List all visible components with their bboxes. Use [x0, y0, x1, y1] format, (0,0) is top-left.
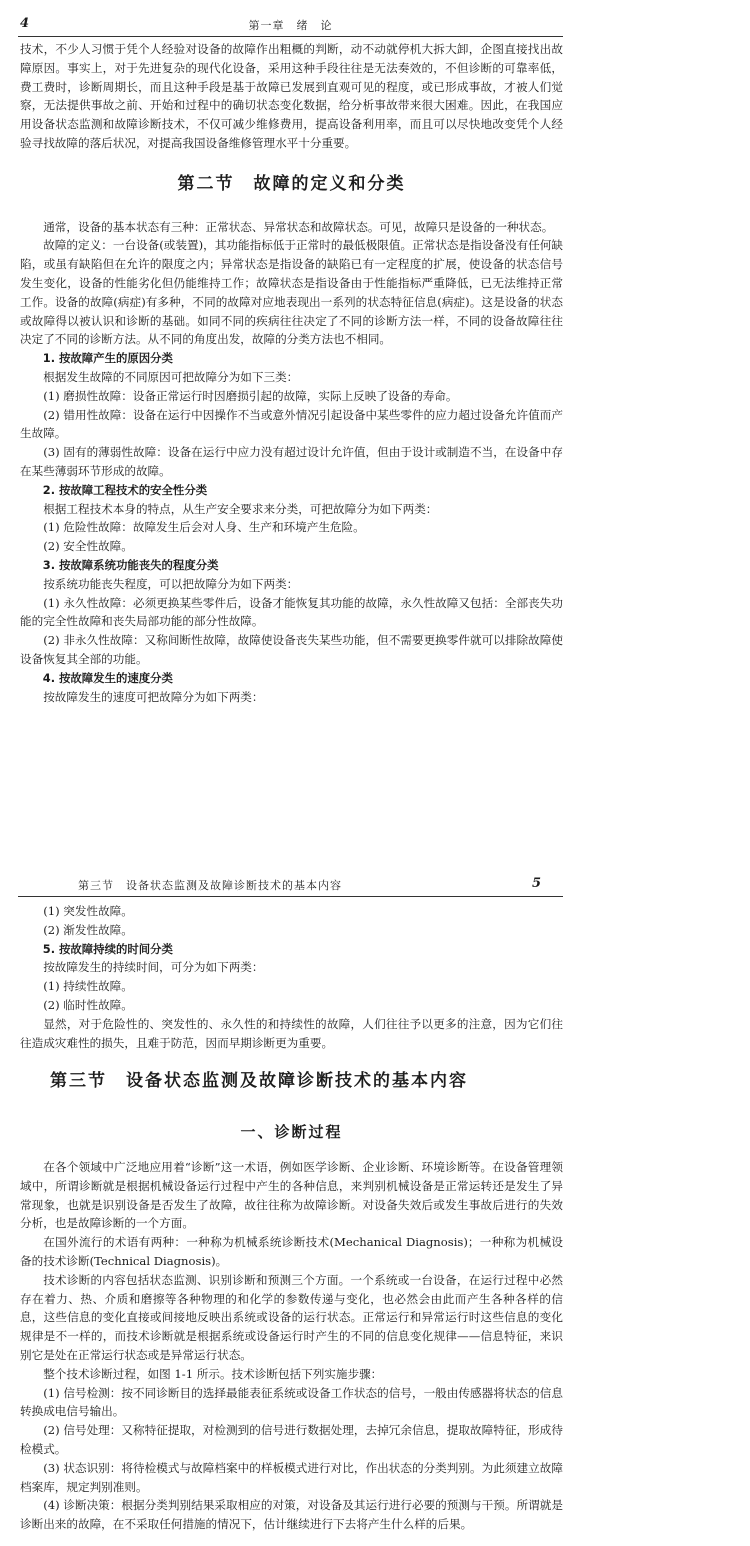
list-item: (2) 非永久性故障：又称间断性故障，故障使设备丧失某些功能，但不需要更换零件就可以排除故障使设备恢复其全部的功能。	[20, 633, 563, 666]
list-item: (2) 临时性故障。	[43, 997, 133, 1012]
subheading: 1. 按故障产生的原因分类	[42, 351, 173, 366]
subsection-title: 一、诊断过程	[240, 1123, 343, 1142]
intro-paragraph: 技术，不少人习惯于凭个人经验对设备的故障作出粗概的判断，动不动就停机大拆大卸，企图直接找出故障原因。事实上，对于先进复杂的现代化设备，采用这种手段往往是无法奏效的，不但诊断的可靠率低，费工费时，诊断周期长，而且这种手段是基于故障已发展到直观可见的程度，或已形成事故，才被人们觉察，无法提供事故之前、开始和过程中的确切状态变化数据，给分析事故带来很大困难。因此，在我国应用设备状态监测和故障诊断技术，不仅可减少维修费用，提高设备利用率，而且可以尽快地改变凭个人经验寻找故障的落后状况，对提高我国设备维修管理水平十分重要。	[20, 42, 563, 150]
paragraph: 通常，设备的基本状态有三种：正常状态、异常状态和故障状态。可见，故障只是设备的一种状态。	[43, 219, 554, 234]
section-title: 第二节 故障的定义和分类	[177, 173, 406, 194]
chapter-title: 第一章 绪 论	[248, 19, 333, 32]
paragraph: 在国外流行的术语有两种：一种称为机械系统诊断技术(Mechanical Diagnosis)；一种称为机械设备的技术诊断(Technical Diagnosis)。	[20, 1235, 563, 1268]
list-intro: 根据发生故障的不同原因可把故障分为如下三类：	[43, 369, 299, 384]
list-item: (2) 错用性故障：设备在运行中因操作不当或意外情况引起设备中某些零件的应力超过设备允许值而产生故障。	[20, 407, 563, 441]
page-number: 5	[531, 876, 541, 891]
list-item: (1) 永久性故障：必须更换某些零件后，设备才能恢复其功能的故障，永久性故障又包括：全部丧失功能的完全性故障和丧失局部功能的部分性故障。	[20, 595, 563, 629]
list-intro: 按系统功能丧失程度，可以把故障分为如下两类：	[43, 576, 299, 591]
paragraph: 整个技术诊断过程，如图 1-1 所示。技术诊断包括下列实施步骤：	[43, 1366, 383, 1381]
paragraph: 在各个领域中广泛地应用着“诊断”这一术语，例如医学诊断、企业诊断、环境诊断等。在设备管理领域中，所谓诊断就是根据机械设备运行过程中产生的各种信息，来判别机械设备是正常运转还是发生了异常现象，也就是识别设备是否发生了故障，故往往称为故障诊断。对设备失效后或发生事故后进行的失效分析，也是故障诊断的一个方面。	[20, 1159, 563, 1231]
section-title: 第三节 设备状态监测及故障诊断技术的基本内容	[50, 1071, 468, 1092]
list-intro: 根据工程技术本身的特点，从生产安全要求来分类，可把故障分为如下两类：	[43, 501, 438, 516]
subheading: 3. 按故障系统功能丧失的程度分类	[42, 557, 219, 572]
page-body	[20, 40, 563, 706]
subheading: 4. 按故障发生的速度分类	[42, 670, 173, 685]
list-item: (3) 状态识别：将待检模式与故障档案中的样板模式进行对比，作出状态的分类判别。为此须建立故障档案库，规定判别准则。	[20, 1460, 563, 1494]
paragraph: 显然，对于危险性的、突发性的、永久性的和持续性的故障，人们往往予以更多的注意，因为它们往往造成灾难性的损失，且难于防范，因而早期诊断更为重要。	[20, 1016, 563, 1050]
list-item: (3) 固有的薄弱性故障：设备在运行中应力没有超过设计允许值，但由于设计或制造不当，在设备中存在某些薄弱环节形成的故障。	[20, 445, 563, 478]
list-item: (1) 危险性故障：故障发生后会对人身、生产和环境产生危险。	[43, 520, 365, 535]
list-intro: 按故障发生的持续时间，可分为如下两类：	[43, 960, 264, 975]
paragraph: 技术诊断的内容包括状态监测、识别诊断和预测三个方面。一个系统或一台设备，在运行过程中必然存在着力、热、介质和磨擦等各种物理的和化学的参数传递与变化，也必然会由此而产生各种各样的信息，这些信息的变化直接或间接地反映出系统或设备的运行状态。正常运行和异常运行时这些信息的变化规律是不一样的，而技术诊断就是根据系统或设备运行时产生的不同的信息变化规律——信息特征，来识别它是处在正常运行状态或是异常运行状态。	[20, 1272, 563, 1362]
subheading: 5. 按故障持续的时间分类	[42, 941, 173, 956]
list-item: (1) 磨损性故障：设备正常运行时因磨损引起的故障，实际上反映了设备的寿命。	[43, 388, 458, 403]
page-body	[20, 902, 563, 1534]
section-running-title: 第三节 设备状态监测及故障诊断技术的基本内容	[78, 879, 342, 892]
list-item: (2) 信号处理：又称特征提取，对检测到的信号进行数据处理，去掉冗余信息，提取故障特征，形成待检模式。	[20, 1423, 563, 1456]
list-item: (2) 安全性故障。	[43, 539, 133, 554]
subheading: 2. 按故障工程技术的安全性分类	[42, 482, 208, 497]
running-head	[18, 874, 563, 897]
page-number: 4	[20, 16, 30, 31]
list-item: (4) 诊断决策：根据分类判别结果采取相应的对策，对设备及其运行进行必要的预测与干预。所谓就是诊断出来的故障，在不采取任何措施的情况下，估计继续进行下去将产生什么样的后果。	[20, 1498, 563, 1532]
paragraph: 故障的定义：一台设备(或装置)，其功能指标低于正常时的最低极限值。正常状态是指设备没有任何缺陷，或虽有缺陷但在允许的限度之内；异常状态是指设备的缺陷已有一定程度的扩展，使设备的状态信号发生变化，设备的性能劣化但仍能维持工作；故障状态是指设备由于性能指标严重降低，已无法维持正常工作。设备的故障(病症)有多种，不同的故障对应地表现出一系列的状态特征信息(病症)。这是设备的状态或故障得以被认识和诊断的基础。如同不同的疾病往往决定了不同的诊断方法一样，不同的设备故障往往决定了不同的诊断方法。从不同的角度出发，故障的分类方法也不相同。	[20, 238, 563, 347]
list-item: (1) 信号检测：按不同诊断目的选择最能表征系统或设备工作状态的信号，一般由传感器将状态的信息转换成电信号输出。	[20, 1385, 563, 1419]
list-intro: 按故障发生的速度可把故障分为如下两类：	[43, 689, 264, 704]
page-4	[18, 0, 563, 862]
list-item: (2) 渐发性故障。	[43, 922, 133, 937]
list-item: (1) 突发性故障。	[43, 904, 133, 918]
list-item: (1) 持续性故障。	[43, 979, 133, 994]
running-head	[18, 14, 563, 37]
page-5	[18, 862, 563, 1546]
